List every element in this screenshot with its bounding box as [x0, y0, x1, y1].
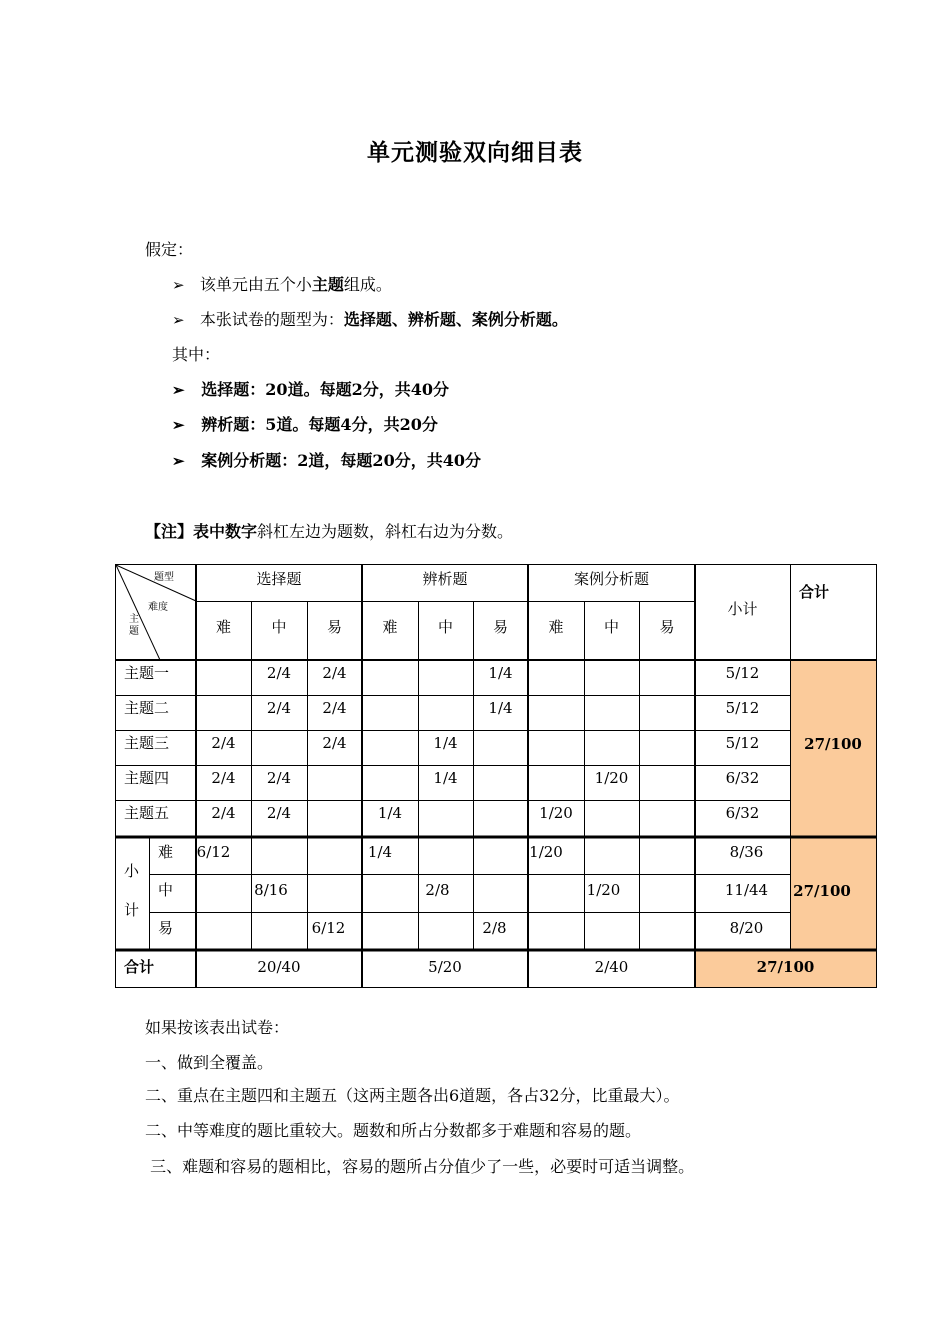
difficulty-header: 易 [326, 618, 342, 636]
table-cell: 2/8 [482, 919, 507, 937]
detail-text: 选择题：20道。每题2分，共40分 [201, 380, 449, 399]
among-label: 其中： [172, 345, 221, 364]
arrow-bullet-icon: ➢ [172, 416, 185, 434]
corner-topic-label: 主 [129, 614, 139, 625]
item-bold-text: 选择题、辨析题、案例分析题。 [343, 310, 568, 329]
level-label: 中 [158, 881, 174, 899]
arrow-bullet-icon: ➢ [172, 276, 185, 294]
table-cell: 1/4 [367, 843, 393, 861]
table-cell: 1/20 [529, 843, 563, 861]
arrow-bullet-icon: ➢ [172, 381, 185, 399]
table-cell: 2/4 [211, 734, 236, 752]
table-cell: 2/4 [266, 804, 292, 822]
table-cell: 2/4 [211, 804, 236, 822]
difficulty-header: 难 [548, 618, 564, 636]
level-subtotal: 8/36 [729, 843, 764, 861]
table-cell: 2/4 [266, 664, 292, 682]
conclusion-line: 二、中等难度的题比重较大。题数和所占分数都多于难题和容易的题。 [145, 1121, 642, 1140]
topic-subtotal: 5/12 [725, 664, 760, 682]
table-cell: 1/20 [594, 769, 629, 787]
item-text: 本张试卷的题型为： [199, 310, 344, 329]
arrow-bullet-icon: ➢ [172, 452, 185, 470]
level-label: 难 [158, 843, 174, 861]
grand-total: 27/100 [756, 958, 815, 976]
item-text: 该单元由五个小 [199, 275, 312, 294]
sub-label: 小 [124, 862, 140, 880]
table-cell: 6/12 [311, 919, 346, 937]
difficulty-header: 易 [659, 618, 675, 636]
table-cell: 2/8 [425, 881, 450, 899]
sub-total: 27/100 [793, 882, 851, 900]
table-cell: 1/4 [488, 664, 513, 682]
total-row-value: 20/40 [257, 958, 301, 976]
table-cell: 8/16 [254, 881, 288, 899]
corner-difficulty-label: 难度 [148, 602, 168, 613]
total-row-value: 2/40 [594, 958, 629, 976]
arrow-bullet-icon: ➢ [172, 311, 185, 329]
table-cell: 2/4 [322, 664, 347, 682]
topic-name: 主题二 [124, 699, 170, 717]
table-cell: 1/4 [433, 769, 458, 787]
note-bracket: 【注】 [145, 522, 194, 541]
subtotal-header: 小计 [727, 600, 758, 618]
level-label: 易 [158, 919, 174, 937]
level-subtotal: 8/20 [729, 919, 764, 937]
level-subtotal: 11/44 [724, 881, 769, 899]
topic-subtotal: 5/12 [725, 699, 760, 717]
topic-subtotal: 5/12 [725, 734, 760, 752]
assume-label: 假定： [145, 240, 194, 259]
topic-subtotal: 6/32 [725, 804, 760, 822]
page-title: 单元测验双向细目表 [367, 140, 583, 166]
type-header: 辨析题 [422, 570, 468, 588]
table-cell: 1/4 [433, 734, 458, 752]
corner-topic-label: 题 [129, 626, 139, 637]
table-cell: 1/4 [488, 699, 513, 717]
difficulty-header: 易 [492, 618, 508, 636]
topic-name: 主题五 [124, 804, 170, 822]
table-cell: 1/4 [377, 804, 403, 822]
table-cell: 2/4 [266, 769, 292, 787]
table-cell: 2/4 [322, 699, 347, 717]
topics-total: 27/100 [804, 735, 862, 753]
table-cell: 1/20 [539, 804, 573, 822]
difficulty-header: 中 [603, 618, 619, 636]
topic-subtotal: 6/32 [725, 769, 760, 787]
sub-label: 计 [124, 901, 140, 919]
total-row-value: 5/20 [428, 958, 462, 976]
table-cell: 2/4 [322, 734, 347, 752]
difficulty-header: 难 [215, 618, 231, 636]
topic-name: 主题一 [124, 664, 170, 682]
difficulty-header: 中 [271, 618, 287, 636]
note-text: 斜杠左边为题数，斜杠右边为分数。 [257, 522, 514, 541]
table-cell: 6/12 [196, 843, 231, 861]
table-cell: 2/4 [266, 699, 292, 717]
detail-text: 辨析题：5道。每题4分，共20分 [201, 415, 438, 434]
detail-text: 案例分析题：2道，每题20分，共40分 [201, 451, 481, 470]
conclusion-line: 如果按该表出试卷： [145, 1018, 290, 1037]
table-cell: 2/4 [211, 769, 236, 787]
conclusion-line: 二、重点在主题四和主题五（这两主题各出6道题，各占32分，比重最大）。 [145, 1086, 680, 1105]
corner-type-label: 题型 [154, 572, 174, 583]
type-header: 案例分析题 [573, 570, 649, 588]
topic-name: 主题三 [124, 734, 170, 752]
type-header: 选择题 [256, 570, 302, 588]
conclusion-line: 三、难题和容易的题相比，容易的题所占分值少了一些，必要时可适当调整。 [145, 1157, 695, 1176]
item-text: 组成。 [343, 275, 392, 294]
topic-name: 主题四 [124, 769, 170, 787]
note-bold: 表中数字 [193, 522, 258, 541]
difficulty-header: 难 [382, 618, 398, 636]
conclusion-line: 一、做到全覆盖。 [145, 1053, 274, 1072]
item-bold-text: 主题 [311, 275, 344, 294]
total-header: 合计 [799, 583, 830, 601]
difficulty-header: 中 [437, 618, 453, 636]
table-cell: 1/20 [586, 881, 621, 899]
total-row-label: 合计 [124, 958, 155, 976]
